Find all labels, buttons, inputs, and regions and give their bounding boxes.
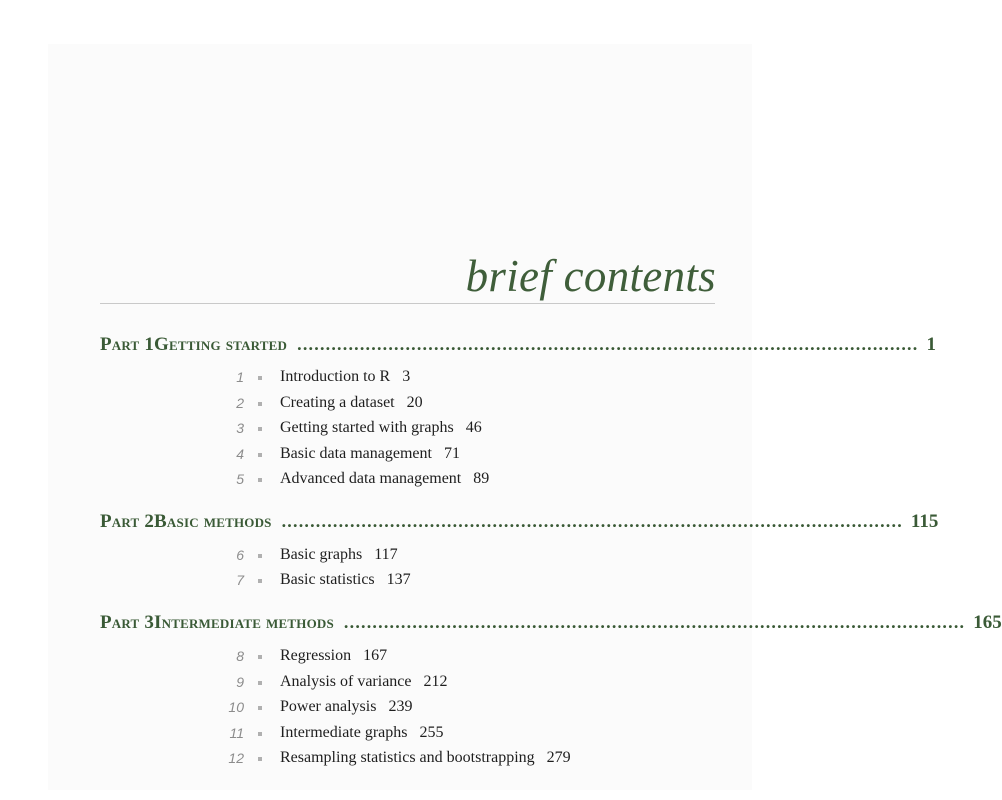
chapter-title: Basic graphs — [280, 546, 363, 563]
chapter-page-number: 167 — [363, 647, 388, 664]
bullet-icon — [258, 427, 262, 431]
chapter-page-number: 255 — [419, 724, 444, 741]
chapter-number: 6 — [236, 547, 244, 563]
chapter-title: Intermediate graphs — [280, 724, 408, 741]
chapter-number: 2 — [236, 395, 244, 411]
bullet-icon — [258, 732, 262, 736]
chapter-entry[interactable] — [0, 724, 700, 746]
dot-leader: ............................................................................................................. — [281, 511, 903, 531]
chapter-number: 1 — [236, 369, 244, 385]
chapter-page-number: 117 — [374, 546, 398, 563]
chapter-page-number: 89 — [473, 470, 490, 487]
chapter-number: 3 — [236, 420, 244, 436]
chapter-title: Regression — [280, 647, 352, 664]
chapter-number: 8 — [236, 648, 244, 664]
chapter-page-number: 20 — [406, 394, 423, 411]
chapter-title: Analysis of variance — [280, 673, 412, 690]
chapter-title: Basic statistics — [280, 571, 375, 588]
bullet-icon — [258, 579, 262, 583]
chapter-entry[interactable] — [0, 673, 700, 695]
chapter-page-number: 71 — [443, 445, 460, 462]
chapter-entry[interactable] — [0, 647, 700, 669]
chapter-number: 9 — [236, 674, 244, 690]
bullet-icon — [258, 706, 262, 710]
chapter-title: Advanced data management — [280, 470, 462, 487]
bullet-icon — [258, 681, 262, 685]
part-2-entry[interactable] — [100, 511, 939, 537]
chapter-title: Creating a dataset — [280, 394, 395, 411]
chapter-title: Introduction to R — [280, 368, 391, 385]
chapter-page-number: 46 — [465, 419, 482, 436]
bullet-icon — [258, 376, 262, 380]
chapter-number: 4 — [236, 446, 244, 462]
chapter-page-number: 239 — [388, 698, 413, 715]
chapter-entry[interactable] — [0, 470, 700, 492]
chapter-number: 5 — [236, 471, 244, 487]
dot-leader: ............................................................................................................. — [297, 334, 919, 354]
bullet-icon — [258, 402, 262, 406]
part-label: Part 3 — [100, 612, 155, 633]
part-label: Part 1 — [100, 334, 155, 355]
part-page-number: 165 — [973, 612, 1002, 633]
chapter-title: Getting started with graphs — [280, 419, 454, 436]
title-divider — [100, 303, 715, 304]
chapter-entry[interactable] — [0, 698, 700, 720]
chapter-entry[interactable] — [0, 445, 700, 467]
chapter-title: Basic data management — [280, 445, 432, 462]
part-3-entry[interactable] — [100, 612, 1002, 638]
bullet-icon — [258, 757, 262, 761]
chapter-number: 12 — [228, 750, 244, 766]
chapter-number: 11 — [229, 725, 244, 741]
chapter-number: 10 — [228, 699, 244, 715]
chapter-title: Resampling statistics and bootstrapping — [280, 749, 535, 766]
chapter-number: 7 — [236, 572, 244, 588]
chapter-entry[interactable] — [0, 419, 700, 441]
chapter-page-number: 3 — [402, 368, 411, 385]
part-1-entry[interactable] — [100, 334, 936, 360]
bullet-icon — [258, 453, 262, 457]
part-title: Getting started — [154, 334, 288, 355]
chapter-page-number: 212 — [423, 673, 448, 690]
part-title: Intermediate methods — [154, 612, 334, 633]
bullet-icon — [258, 554, 262, 558]
page-title: brief contents — [465, 251, 716, 301]
bullet-icon — [258, 655, 262, 659]
chapter-page-number: 137 — [386, 571, 411, 588]
chapter-title: Power analysis — [280, 698, 377, 715]
bullet-icon — [258, 478, 262, 482]
chapter-entry[interactable] — [0, 368, 700, 390]
part-page-number: 115 — [910, 511, 939, 532]
chapter-page-number: 279 — [546, 749, 571, 766]
dot-leader: ............................................................................................................. — [343, 612, 966, 632]
part-page-number: 1 — [926, 334, 936, 355]
part-title: Basic methods — [154, 511, 272, 532]
chapter-entry[interactable] — [0, 546, 700, 568]
chapter-entry[interactable] — [0, 571, 700, 593]
chapter-entry[interactable] — [0, 394, 700, 416]
chapter-entry[interactable] — [0, 749, 700, 771]
part-label: Part 2 — [100, 511, 155, 532]
